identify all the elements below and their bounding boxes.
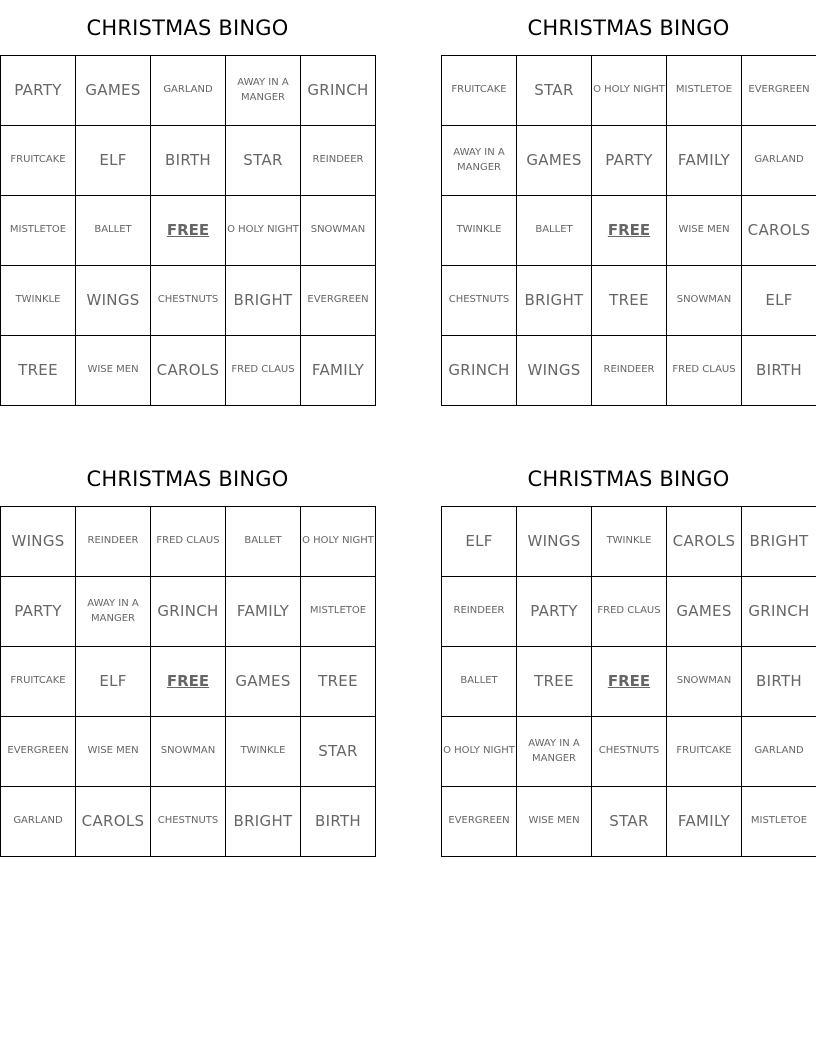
bingo-cell: BIRTH bbox=[151, 126, 226, 196]
bingo-cell: GRINCH bbox=[742, 577, 816, 647]
bingo-cell: AWAY IN A MANGER bbox=[517, 717, 592, 787]
bingo-cell: TWINKLE bbox=[592, 507, 667, 577]
bingo-cell: EVERGREEN bbox=[1, 717, 76, 787]
bingo-cell: AWAY IN A MANGER bbox=[226, 56, 301, 126]
bingo-row bbox=[442, 717, 816, 787]
bingo-cell: CAROLS bbox=[151, 336, 226, 406]
bingo-row bbox=[442, 196, 816, 266]
bingo-row bbox=[442, 647, 816, 717]
bingo-cell: O HOLY NIGHT bbox=[442, 717, 517, 787]
bingo-cell: FRED CLAUS bbox=[151, 507, 226, 577]
bingo-cell: FAMILY bbox=[301, 336, 376, 406]
bingo-cell: BALLET bbox=[517, 196, 592, 266]
bingo-cell: AWAY IN A MANGER bbox=[442, 126, 517, 196]
bingo-row bbox=[1, 717, 376, 787]
bingo-cell: GARLAND bbox=[1, 787, 76, 857]
bingo-cell: TREE bbox=[301, 647, 376, 717]
bingo-cell: CHESTNUTS bbox=[442, 266, 517, 336]
bingo-row bbox=[442, 336, 816, 406]
free-space: FREE bbox=[592, 196, 667, 266]
bingo-cell: REINDEER bbox=[592, 336, 667, 406]
bingo-row bbox=[1, 787, 376, 857]
card-title: CHRISTMAS BINGO bbox=[86, 467, 289, 491]
bingo-row bbox=[1, 266, 376, 336]
bingo-cell: FAMILY bbox=[667, 126, 742, 196]
bingo-cell: FRUITCAKE bbox=[1, 126, 76, 196]
bingo-cell: ELF bbox=[76, 647, 151, 717]
bingo-cell: EVERGREEN bbox=[301, 266, 376, 336]
bingo-cell: CHESTNUTS bbox=[151, 787, 226, 857]
bingo-row bbox=[442, 266, 816, 336]
bingo-cell: BALLET bbox=[226, 507, 301, 577]
bingo-cell: TREE bbox=[592, 266, 667, 336]
bingo-row bbox=[1, 577, 376, 647]
bingo-cell: AWAY IN A MANGER bbox=[76, 577, 151, 647]
bingo-cell: WINGS bbox=[517, 336, 592, 406]
bingo-cell: PARTY bbox=[1, 56, 76, 126]
free-space: FREE bbox=[151, 196, 226, 266]
bingo-cell: GRINCH bbox=[442, 336, 517, 406]
bingo-cell: FRUITCAKE bbox=[442, 56, 517, 126]
bingo-grid bbox=[441, 55, 816, 406]
bingo-cell: WINGS bbox=[1, 507, 76, 577]
bingo-cell: FRED CLAUS bbox=[667, 336, 742, 406]
bingo-cell: WISE MEN bbox=[517, 787, 592, 857]
bingo-cell: CHESTNUTS bbox=[592, 717, 667, 787]
bingo-cell: BIRTH bbox=[742, 647, 816, 717]
bingo-row bbox=[442, 507, 816, 577]
bingo-cell: O HOLY NIGHT bbox=[226, 196, 301, 266]
bingo-cell: BIRTH bbox=[301, 787, 376, 857]
bingo-cell: CHESTNUTS bbox=[151, 266, 226, 336]
bingo-row bbox=[442, 56, 816, 126]
bingo-row bbox=[442, 577, 816, 647]
bingo-cell: PARTY bbox=[517, 577, 592, 647]
bingo-cell: SNOWMAN bbox=[667, 266, 742, 336]
bingo-cell: REINDEER bbox=[301, 126, 376, 196]
bingo-row bbox=[1, 647, 376, 717]
free-space: FREE bbox=[151, 647, 226, 717]
bingo-cell: WISE MEN bbox=[667, 196, 742, 266]
bingo-cell: MISTLETOE bbox=[1, 196, 76, 266]
bingo-cell: ELF bbox=[742, 266, 816, 336]
bingo-row bbox=[1, 196, 376, 266]
bingo-cell: WINGS bbox=[517, 507, 592, 577]
bingo-cell: REINDEER bbox=[442, 577, 517, 647]
bingo-cell: FAMILY bbox=[226, 577, 301, 647]
bingo-cell: FRUITCAKE bbox=[1, 647, 76, 717]
bingo-cell: STAR bbox=[592, 787, 667, 857]
bingo-row bbox=[1, 336, 376, 406]
bingo-cell: TWINKLE bbox=[442, 196, 517, 266]
bingo-cell: BIRTH bbox=[742, 336, 816, 406]
card-title: CHRISTMAS BINGO bbox=[527, 467, 730, 491]
card-title: CHRISTMAS BINGO bbox=[527, 16, 730, 40]
bingo-cell: FRED CLAUS bbox=[592, 577, 667, 647]
bingo-grid bbox=[0, 506, 376, 857]
free-space: FREE bbox=[592, 647, 667, 717]
bingo-cell: SNOWMAN bbox=[667, 647, 742, 717]
bingo-cell: SNOWMAN bbox=[151, 717, 226, 787]
bingo-cell: WISE MEN bbox=[76, 336, 151, 406]
bingo-cell: STAR bbox=[517, 56, 592, 126]
bingo-cell: BALLET bbox=[442, 647, 517, 717]
bingo-cell: FRED CLAUS bbox=[226, 336, 301, 406]
bingo-cell: BRIGHT bbox=[742, 507, 816, 577]
bingo-row bbox=[1, 56, 376, 126]
bingo-cell: STAR bbox=[301, 717, 376, 787]
bingo-grid bbox=[0, 55, 376, 406]
bingo-cell: MISTLETOE bbox=[667, 56, 742, 126]
bingo-cell: ELF bbox=[76, 126, 151, 196]
bingo-cell: GARLAND bbox=[742, 126, 816, 196]
bingo-cell: CAROLS bbox=[742, 196, 816, 266]
bingo-cell: CAROLS bbox=[76, 787, 151, 857]
bingo-cell: GAMES bbox=[226, 647, 301, 717]
bingo-cell: FRUITCAKE bbox=[667, 717, 742, 787]
bingo-cell: EVERGREEN bbox=[742, 56, 816, 126]
bingo-cell: GARLAND bbox=[151, 56, 226, 126]
bingo-cell: MISTLETOE bbox=[301, 577, 376, 647]
bingo-cell: O HOLY NIGHT bbox=[301, 507, 376, 577]
bingo-cell: PARTY bbox=[592, 126, 667, 196]
bingo-cell: BRIGHT bbox=[517, 266, 592, 336]
bingo-cell: PARTY bbox=[1, 577, 76, 647]
bingo-cell: BRIGHT bbox=[226, 266, 301, 336]
bingo-cell: GAMES bbox=[517, 126, 592, 196]
bingo-row bbox=[1, 507, 376, 577]
bingo-cell: GARLAND bbox=[742, 717, 816, 787]
bingo-grid bbox=[441, 506, 816, 857]
bingo-cell: FAMILY bbox=[667, 787, 742, 857]
bingo-cell: GAMES bbox=[76, 56, 151, 126]
bingo-cell: STAR bbox=[226, 126, 301, 196]
bingo-cell: REINDEER bbox=[76, 507, 151, 577]
bingo-row bbox=[442, 126, 816, 196]
bingo-cell: CAROLS bbox=[667, 507, 742, 577]
bingo-cell: GRINCH bbox=[301, 56, 376, 126]
bingo-cell: WISE MEN bbox=[76, 717, 151, 787]
bingo-cell: O HOLY NIGHT bbox=[592, 56, 667, 126]
bingo-cell: WINGS bbox=[76, 266, 151, 336]
bingo-cell: ELF bbox=[442, 507, 517, 577]
bingo-cell: EVERGREEN bbox=[442, 787, 517, 857]
bingo-cell: GRINCH bbox=[151, 577, 226, 647]
card-title: CHRISTMAS BINGO bbox=[86, 16, 289, 40]
bingo-cell: BRIGHT bbox=[226, 787, 301, 857]
bingo-row bbox=[442, 787, 816, 857]
bingo-cell: GAMES bbox=[667, 577, 742, 647]
bingo-cell: TWINKLE bbox=[1, 266, 76, 336]
bingo-cell: TREE bbox=[1, 336, 76, 406]
bingo-cell: MISTLETOE bbox=[742, 787, 816, 857]
bingo-row bbox=[1, 126, 376, 196]
bingo-cell: TWINKLE bbox=[226, 717, 301, 787]
bingo-cell: TREE bbox=[517, 647, 592, 717]
bingo-cell: BALLET bbox=[76, 196, 151, 266]
bingo-cell: SNOWMAN bbox=[301, 196, 376, 266]
